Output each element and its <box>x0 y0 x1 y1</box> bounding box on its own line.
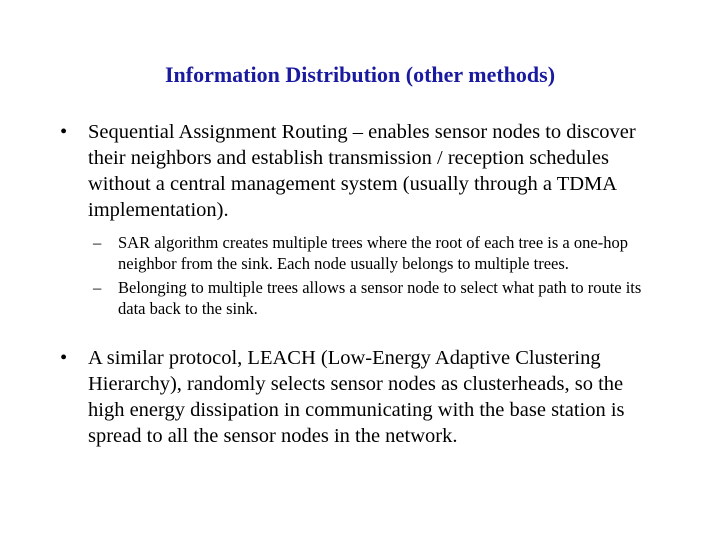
sub-bullet-sar-trees <box>93 233 660 274</box>
bullet-marker: • <box>60 121 68 143</box>
sub-bullet-marker: – <box>93 233 102 252</box>
slide-title: Information Distribution (other methods) <box>164 62 556 87</box>
sub-bullet-list <box>60 233 660 319</box>
bullet-marker: • <box>60 347 68 369</box>
bullet-block-leach <box>60 345 660 449</box>
bullet-leach <box>60 345 660 449</box>
sub-bullet-multiple-trees <box>93 278 660 319</box>
sub-bullet-text: SAR algorithm creates multiple trees where the root of each tree is a one-hop neighbor from the sink. Each node usually belongs to multiple trees. <box>118 233 628 273</box>
bullet-text: A similar protocol, LEACH (Low-Energy Adaptive Clustering Hierarchy), randomly selects sensor nodes as clusterheads, so the high energy dissipation in communicating with the base station is spread to all the sensor nodes in the network. <box>88 347 625 447</box>
bullet-sar <box>60 119 660 223</box>
sub-bullet-text: Belonging to multiple trees allows a sensor node to select what path to route its data back to the sink. <box>118 278 642 318</box>
bullet-block-sar <box>60 119 660 323</box>
sub-bullet-marker: – <box>93 278 102 297</box>
bullet-text: Sequential Assignment Routing – enables sensor nodes to discover their neighbors and establish transmission / reception schedules without a central management system (usually through a TDMA implementation). <box>88 121 636 221</box>
